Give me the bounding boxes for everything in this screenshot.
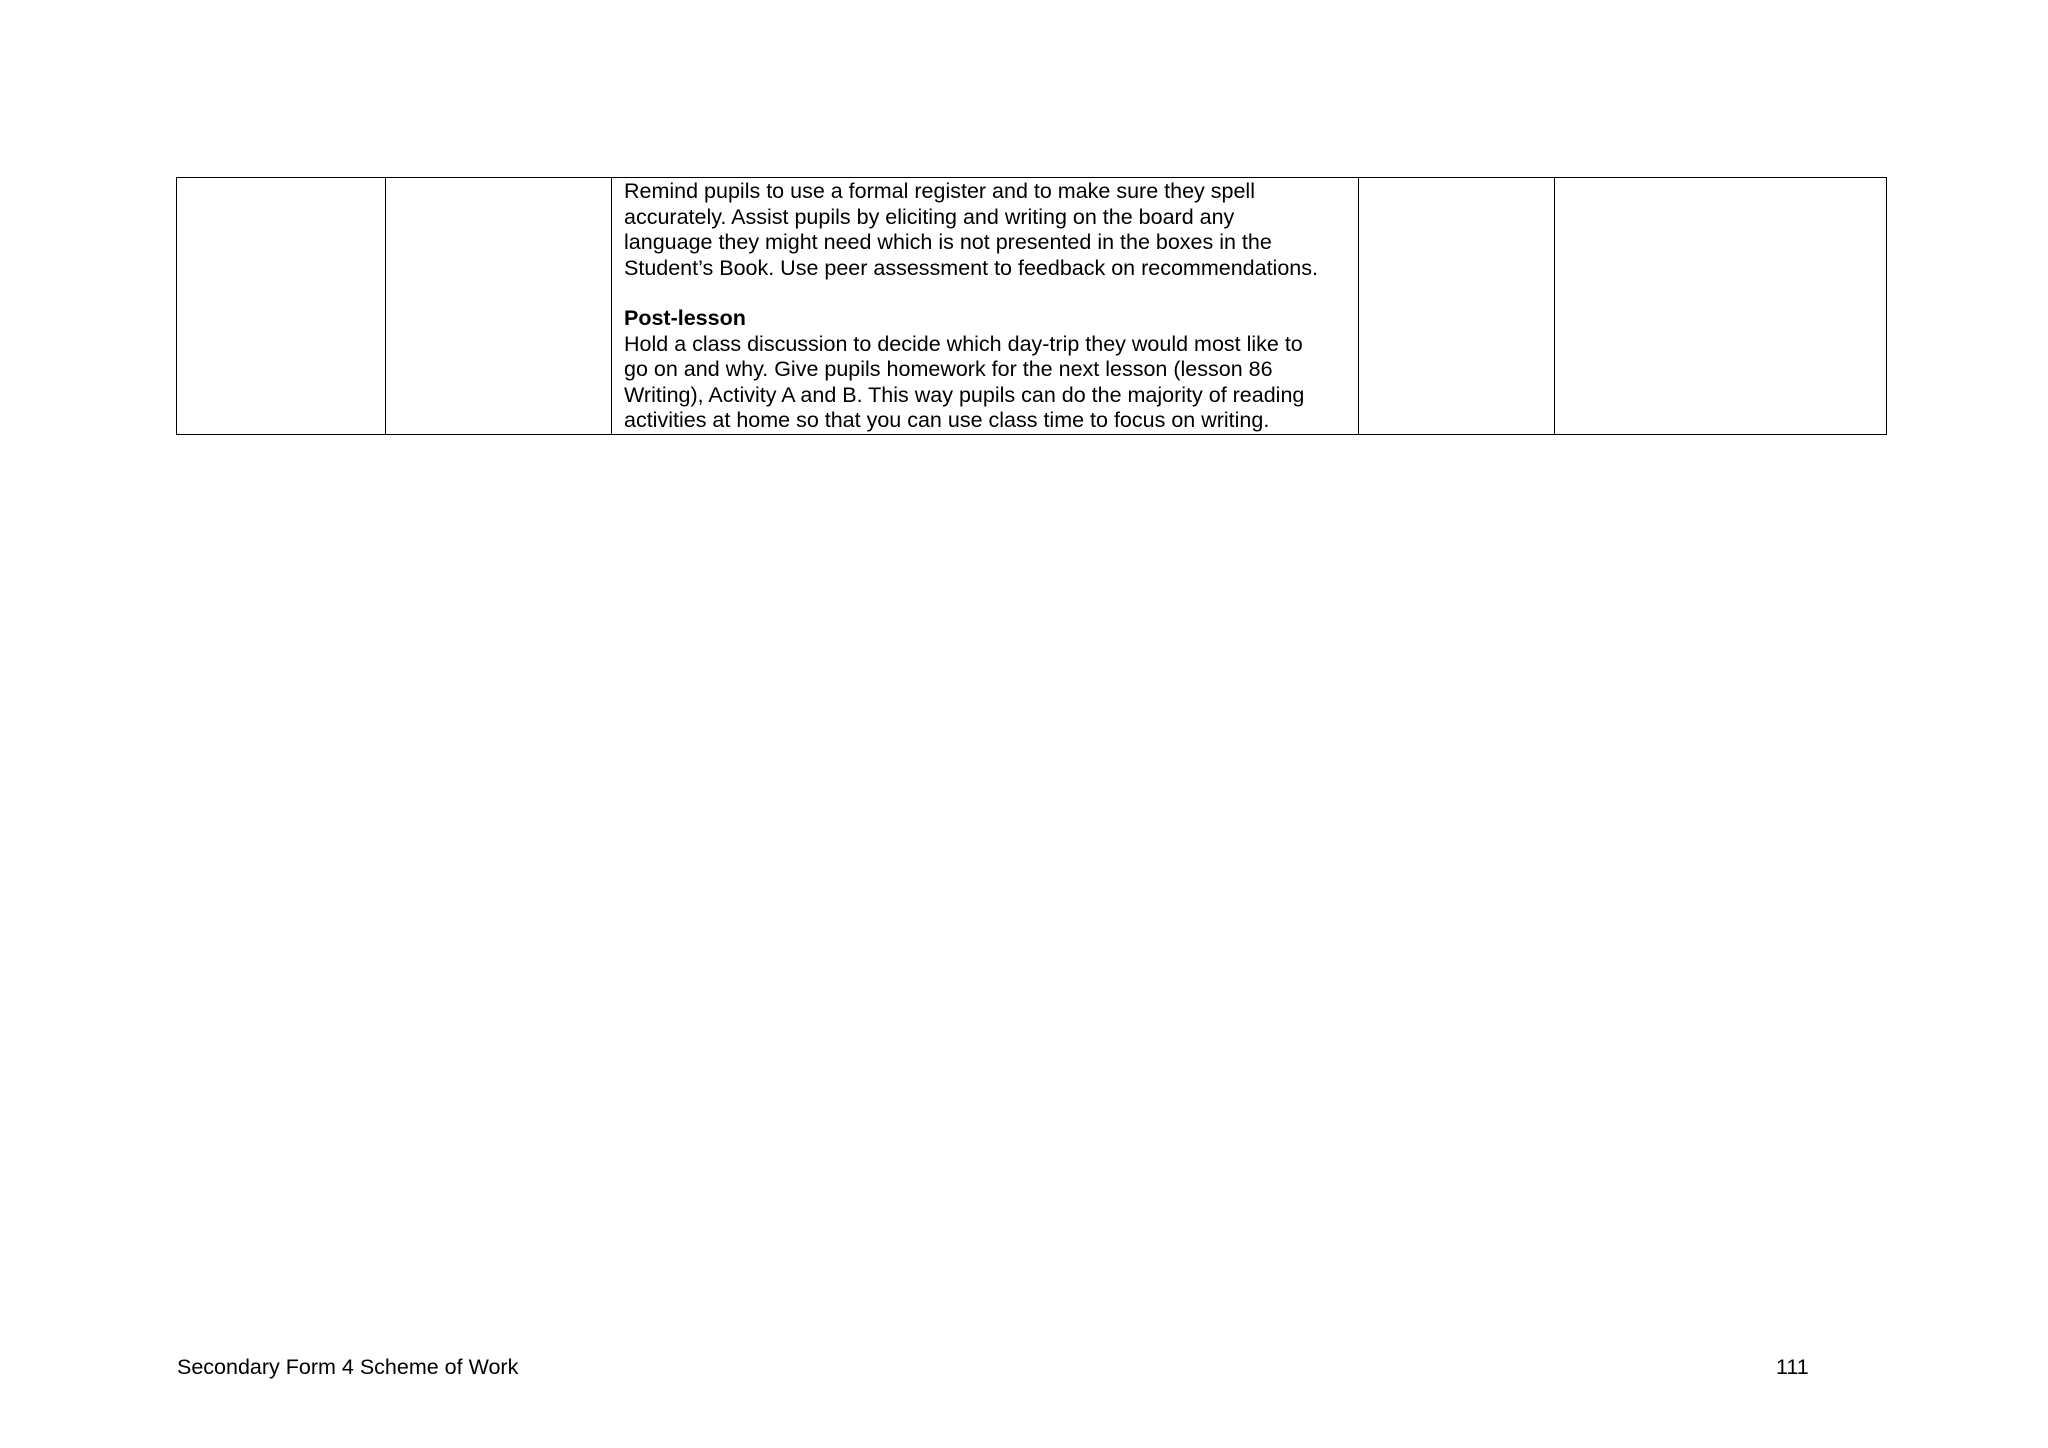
paragraph-line: activities at home so that you can use class time to focus on writing. <box>624 408 1270 432</box>
paragraph-gap <box>624 281 1346 306</box>
table-row <box>177 178 1887 435</box>
activities-text <box>612 178 1358 434</box>
paragraph-line: Writing), Activity A and B. This way pupils can do the majority of reading <box>624 382 1305 407</box>
empty-cell-4 <box>1359 178 1555 435</box>
activities-cell <box>612 178 1359 435</box>
footer-page-number: 111 <box>1776 1355 1809 1379</box>
paragraph-line: accurately. Assist pupils by eliciting and writing on the board any <box>624 204 1235 229</box>
paragraph-line: Student’s Book. Use peer assessment to feedback on recommendations. <box>624 255 1318 280</box>
empty-cell-5 <box>1555 178 1887 435</box>
post-lesson-heading: Post-lesson <box>624 306 746 330</box>
empty-cell-2 <box>386 178 612 435</box>
footer-document-title: Secondary Form 4 Scheme of Work <box>177 1355 519 1379</box>
paragraph-line: Hold a class discussion to decide which day-trip they would most like to <box>624 331 1303 356</box>
paragraph-line: go on and why. Give pupils homework for the next lesson (lesson 86 <box>624 357 1273 381</box>
paragraph-line: language they might need which is not presented in the boxes in the <box>624 230 1272 254</box>
paragraph-line: Remind pupils to use a formal register and to make sure they spell <box>624 179 1255 203</box>
scheme-of-work-table <box>176 177 1887 435</box>
empty-cell-1 <box>177 178 386 435</box>
